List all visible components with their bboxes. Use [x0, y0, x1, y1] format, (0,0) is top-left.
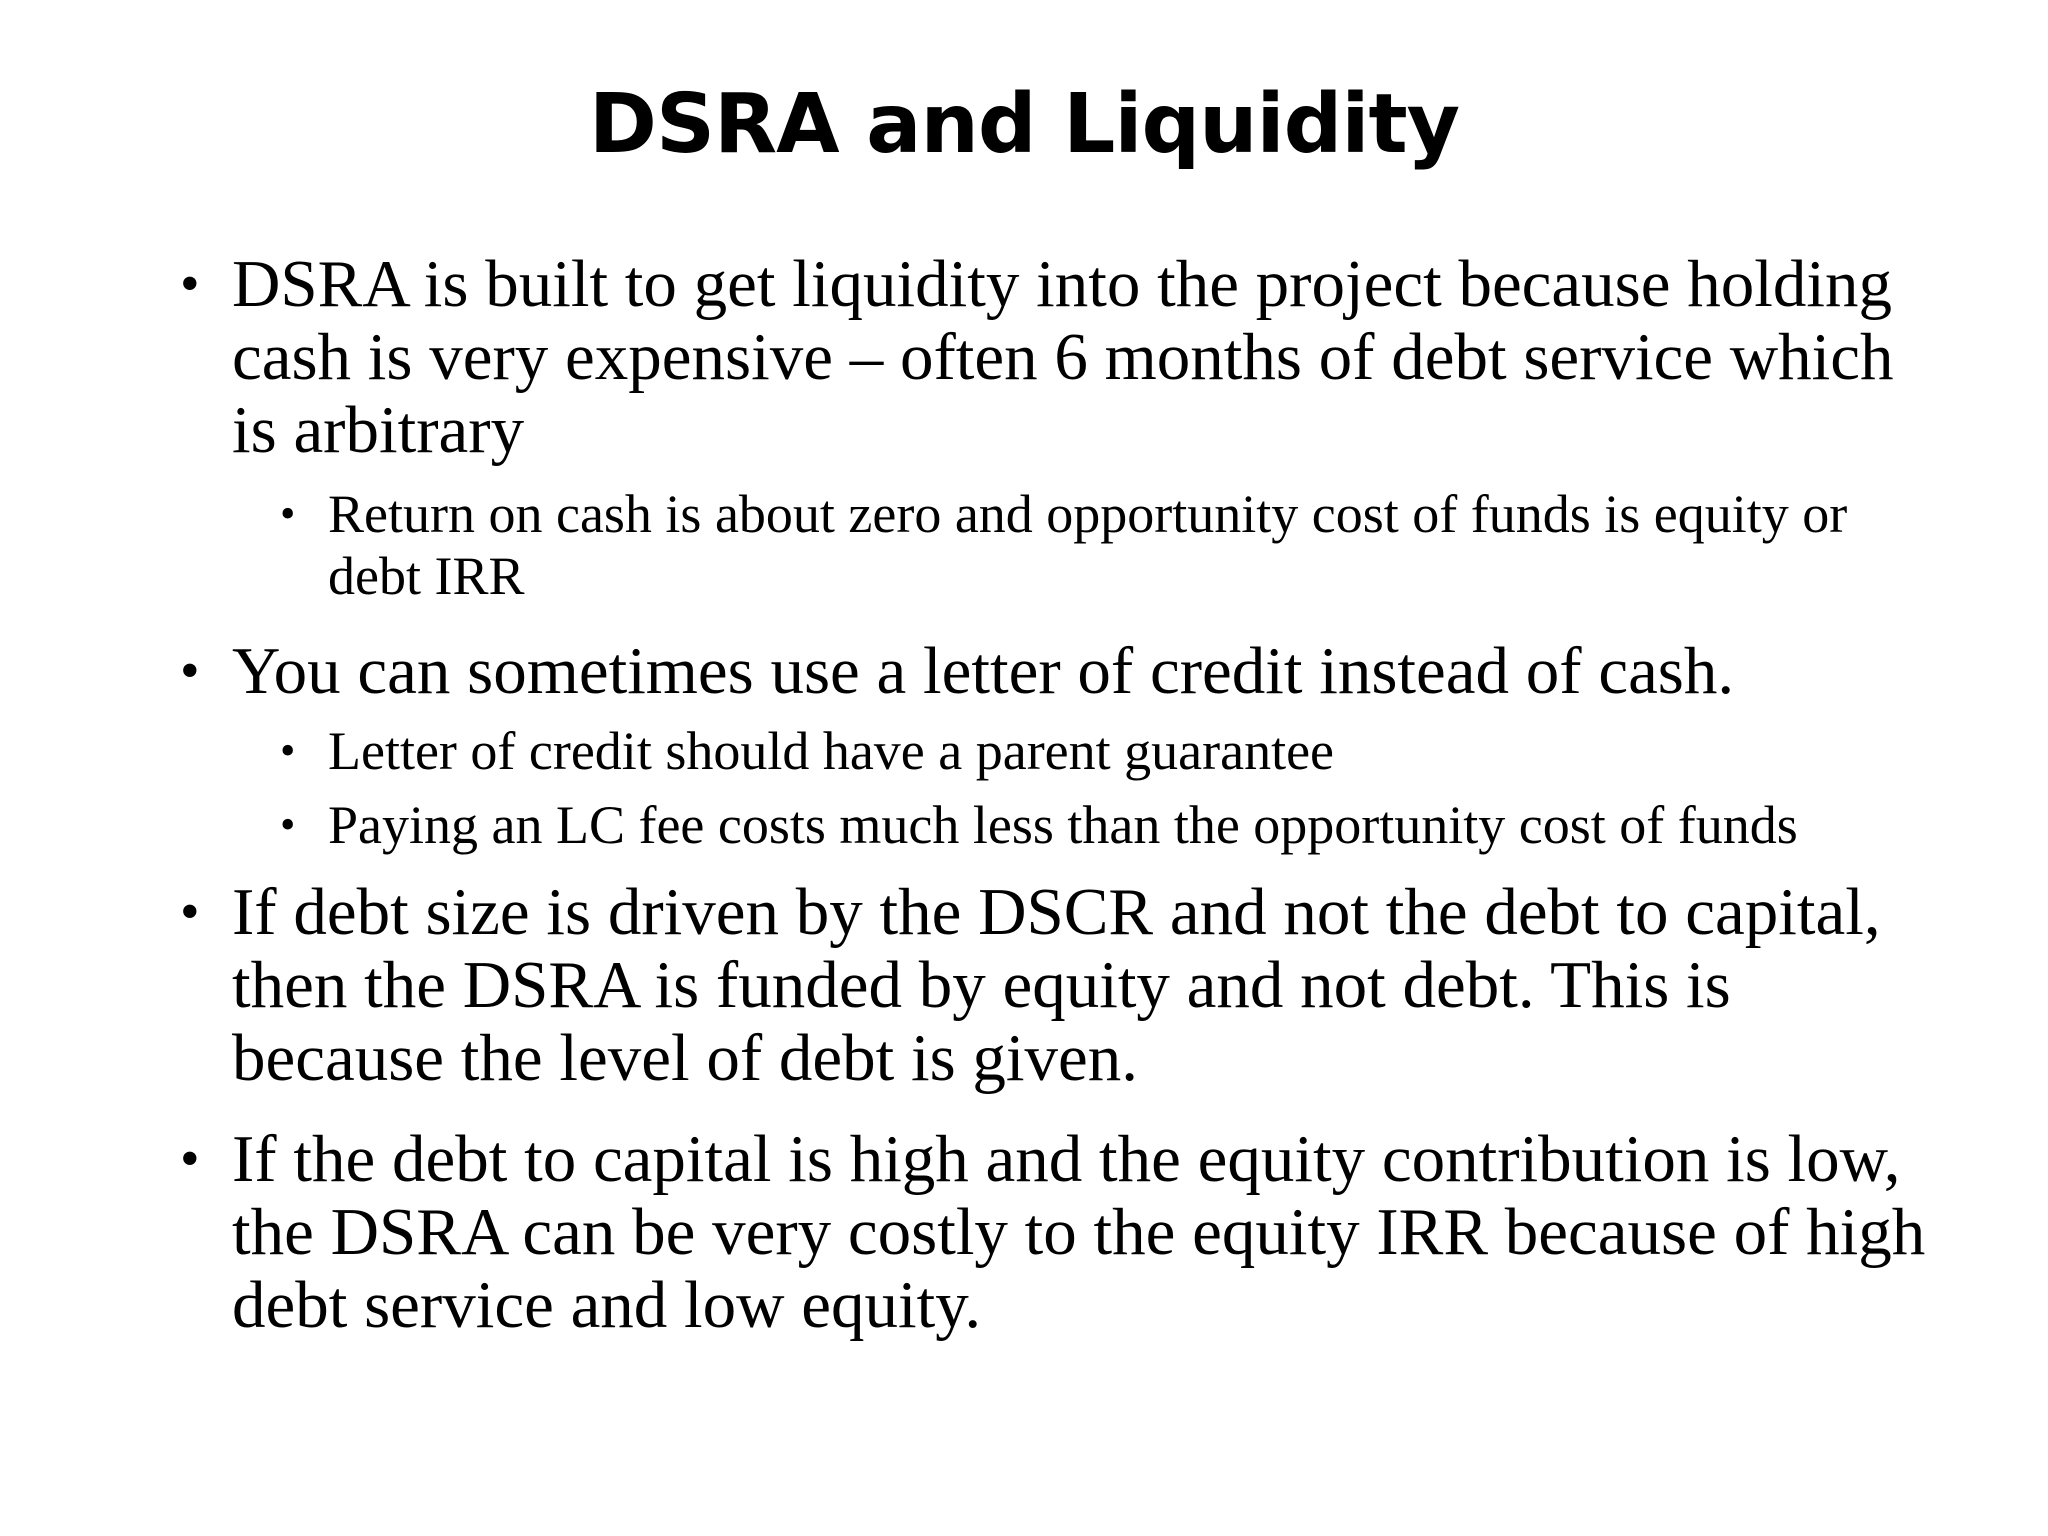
sub-bullet-item [180, 483, 1940, 607]
slide-title: DSRA and Liquidity [588, 77, 1460, 172]
bullet-item [180, 248, 1940, 467]
sub-bullet-icon: • [280, 726, 296, 775]
sub-bullet-text: Paying an LC fee costs much less than the opportunity cost of funds [328, 795, 1798, 855]
bullet-icon: • [180, 640, 200, 702]
sub-bullet-item [180, 794, 1940, 856]
bullet-list [180, 248, 1940, 1342]
bullet-icon: • [180, 253, 200, 315]
bullet-icon: • [180, 1128, 200, 1190]
bullet-item [180, 635, 1940, 708]
sub-bullet-item [180, 720, 1940, 782]
bullet-text: If the debt to capital is high and the equity contribution is low, the DSRA can be very costly to the equity IRR because of high debt service and low equity. [232, 1122, 1926, 1342]
sub-bullet-text: Return on cash is about zero and opportunity cost of funds is equity or debt IRR [328, 484, 1848, 606]
sub-bullet-icon: • [280, 800, 296, 849]
bullet-item [180, 1123, 1940, 1342]
sub-bullet-text: Letter of credit should have a parent guarantee [328, 721, 1335, 781]
sub-bullet-icon: • [280, 489, 296, 538]
bullet-text: DSRA is built to get liquidity into the project because holding cash is very expensive – often 6 months of debt service which is arbitrary [232, 247, 1894, 467]
bullet-text: You can sometimes use a letter of credit instead of cash. [232, 634, 1735, 708]
bullet-icon: • [180, 881, 200, 943]
bullet-item [180, 876, 1940, 1095]
bullet-text: If debt size is driven by the DSCR and not the debt to capital, then the DSRA is funded by equity and not debt. This is because the level of debt is given. [232, 875, 1881, 1095]
